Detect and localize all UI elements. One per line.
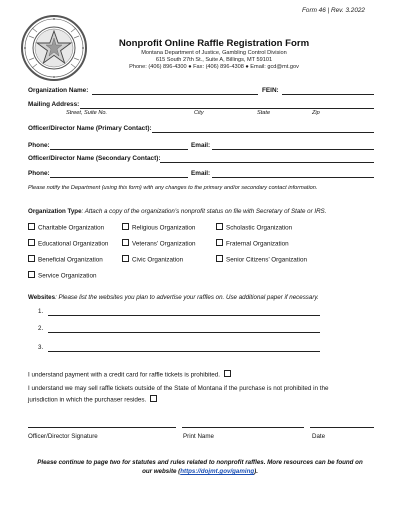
checkbox[interactable] (216, 255, 223, 262)
phone-1-field[interactable] (50, 149, 188, 150)
ack-outside-state-text: jurisdiction in which the purchaser resides. (28, 396, 147, 404)
option-label: Educational Organization (38, 240, 109, 248)
checkbox[interactable] (28, 239, 35, 246)
org-option-senior-citizens[interactable] (216, 255, 307, 264)
checkbox[interactable] (122, 239, 129, 246)
org-option-scholastic[interactable] (216, 223, 292, 232)
fein-label: FEIN: (262, 87, 279, 94)
websites-label: Websites (28, 294, 56, 301)
org-option-civic[interactable] (122, 255, 183, 264)
website-number-1: 1. (38, 308, 44, 315)
option-label: Scholastic Organization (226, 224, 293, 232)
org-option-educational[interactable] (28, 239, 108, 248)
ack-outside-state-line-2 (28, 395, 160, 404)
gaming-website-link[interactable]: https://dojmt.gov/gaming (180, 468, 255, 475)
organization-name-field[interactable] (92, 94, 258, 95)
department-name: Montana Department of Justice, Gambling Control Division (141, 50, 287, 56)
checkbox[interactable] (122, 223, 129, 230)
email-2-field[interactable] (212, 177, 374, 178)
officer-primary-label: Officer/Director Name (Primary Contact): (28, 125, 152, 132)
websites-heading (28, 294, 319, 301)
address-city-caption: City (194, 110, 204, 116)
org-type-label: Organization Type (28, 208, 82, 215)
address-state-caption: State (257, 110, 271, 116)
officer-primary-field[interactable] (152, 132, 374, 133)
officer-signature-field[interactable] (28, 427, 176, 428)
form-title: Nonprofit Online Raffle Registration Form (118, 38, 310, 49)
print-name-field[interactable] (182, 427, 304, 428)
email-1-label: Email: (191, 142, 211, 149)
websites-instruction: : Please list the websites you plan to advertise your raffles on. Use additional paper if necessary. (55, 294, 319, 301)
form-number: Form 46 | Rev. 3.2022 (302, 7, 365, 14)
address-street-caption: Street, Suite No. (66, 110, 108, 116)
footer-text-2b: ). (254, 468, 258, 475)
officer-secondary-label: Officer/Director Name (Secondary Contact): (28, 155, 161, 162)
org-option-charitable[interactable] (28, 223, 104, 232)
checkbox[interactable] (28, 223, 35, 230)
ack-credit-card (28, 370, 234, 379)
notify-note: Please notify the Department (using this form) with any changes to the primary and/or secondary contact information. (28, 185, 318, 191)
org-type-heading (28, 208, 326, 215)
department-address: 615 South 27th St., Suite A, Billings, MT 59101 (155, 57, 273, 63)
ack-outside-state-line-1: I understand we may sell raffle tickets outside of the State of Montana if the purchase is not prohibited in the (28, 385, 329, 392)
address-zip-caption: Zip (312, 110, 320, 116)
ack-credit-card-text: I understand payment with a credit card for raffle tickets is prohibited. (28, 371, 221, 379)
footer-text-1: Please continue to page two for statutes and rules related to nonprofit raffles. More resources can be found on (37, 459, 363, 466)
option-label: Religious Organization (132, 224, 196, 232)
email-1-field[interactable] (212, 149, 374, 150)
org-option-beneficial[interactable] (28, 255, 103, 264)
email-2-label: Email: (191, 170, 211, 177)
mailing-address-field[interactable] (80, 108, 374, 109)
footer-note (20, 458, 380, 476)
website-number-3: 3. (38, 344, 44, 351)
option-label: Fraternal Organization (226, 240, 289, 248)
option-label: Senior Citizens’ Organization (226, 256, 307, 264)
checkbox[interactable] (122, 255, 129, 262)
checkbox[interactable] (28, 271, 35, 278)
ack-credit-card-checkbox[interactable] (224, 370, 231, 377)
checkbox[interactable] (28, 255, 35, 262)
website-field-1[interactable] (48, 315, 320, 316)
phone-2-field[interactable] (50, 177, 188, 178)
mailing-address-label: Mailing Address: (28, 101, 80, 108)
ack-outside-state-checkbox[interactable] (150, 395, 157, 402)
option-label: Veterans’ Organization (132, 240, 196, 248)
website-number-2: 2. (38, 325, 44, 332)
option-label: Civic Organization (132, 256, 184, 264)
org-option-veterans[interactable] (122, 239, 195, 248)
date-field[interactable] (310, 427, 374, 428)
officer-signature-label: Officer/Director Signature (28, 433, 98, 440)
org-option-service[interactable] (28, 271, 96, 280)
checkbox[interactable] (216, 223, 223, 230)
option-label: Beneficial Organization (38, 256, 103, 264)
fein-field[interactable] (282, 94, 374, 95)
org-option-fraternal[interactable] (216, 239, 289, 248)
org-type-instruction: : Attach a copy of the organization’s nonprofit status on file with Secretary of State or IRS. (81, 208, 327, 215)
org-option-religious[interactable] (122, 223, 195, 232)
option-label: Service Organization (38, 272, 97, 280)
phone-2-label: Phone: (28, 170, 50, 177)
department-contact: Phone: (406) 896-4300 ● Fax: (406) 896-4308 ● Email: gcd@mt.gov (129, 64, 299, 70)
footer-text-2a: our website ( (142, 468, 181, 475)
print-name-label: Print Name (183, 433, 214, 440)
checkbox[interactable] (216, 239, 223, 246)
website-field-3[interactable] (48, 351, 320, 352)
phone-1-label: Phone: (28, 142, 50, 149)
website-field-2[interactable] (48, 332, 320, 333)
officer-secondary-field[interactable] (160, 162, 374, 163)
organization-name-label: Organization Name: (28, 87, 89, 94)
date-label: Date (312, 433, 326, 440)
option-label: Charitable Organization (38, 224, 105, 232)
